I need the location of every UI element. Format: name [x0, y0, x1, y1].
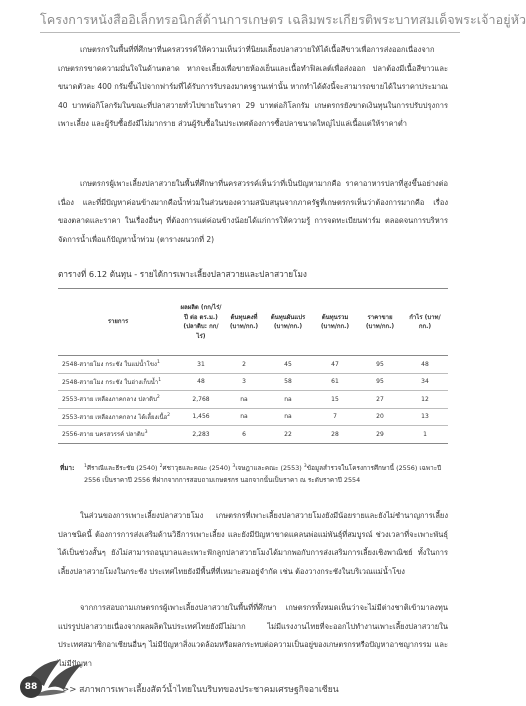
row-citation: 2 — [167, 412, 171, 418]
cell-variable-cost: 58 — [264, 373, 312, 391]
row-item — [58, 426, 178, 444]
running-header: โครงการหนังสืออิเล็กทรอนิกส์ด้านการเกษตร เฉลิมพระเกียรติพระบาทสมเด็จพระเจ้าอยู่หัว — [40, 12, 526, 27]
cell-profit: 13 — [402, 408, 448, 426]
header-sale-price: ราคาขาย (บาท/กก.) — [358, 289, 402, 356]
cell-total-cost: 15 — [312, 391, 358, 409]
cell-variable-cost: na — [264, 408, 312, 426]
cell-fixed-cost: na — [224, 408, 264, 426]
body-paragraph-2: เกษตรกรผู้เพาะเลี้ยงปลาสวายในพื้นที่ศึกษาที่นครสวรรค์เห็นว่าที่เป็นปัญหามากคือ ราคาอาหารปลาที่สูงขึ้นอย่างต่อเนื่อง และที่มีปัญหาค่อนข้างมากคือน้ำท่วมในส่วนของความสนับสนุนจากภาครัฐที่เกษตรกรเห็นว่าต้องการมากคือ เรื่องของตลาดและราคา ในเรื่องอื่นๆ ที่ต้องการแต่ค่อนข้างน้อยได้แก่การให้ความรู้ การจดทะเบียนฟาร์ม ตลอดจนการบริหารจัดการน้ำเพื่อแก้ปัญหาน้ำท่วม (ตารางผนวกที่ 2) — [58, 179, 448, 244]
row-item — [58, 356, 178, 374]
cell-fixed-cost: 6 — [224, 426, 264, 444]
cell-yield: 31 — [178, 356, 224, 374]
row-citation: 1 — [156, 360, 160, 366]
row-item-text: 2556-สวาย นครสวรรค์ ปลาดิบ — [62, 431, 145, 439]
table-row — [58, 391, 448, 409]
source-text: ข้อมูลสำรวจในโครงการศึกษานี้ (2556) เฉพาะปี 2556 เป็นราคาปี 2556 ที่ฝากจากการสอบถามเกษตรกร นอกจากนั้นเป็นราคา ณ ระดับราคาปี 2554 — [84, 464, 442, 484]
cell-variable-cost: na — [264, 391, 312, 409]
header-fixed-cost: ต้นทุนคงที่ (บาท/กก.) — [224, 289, 264, 356]
header-profit: กำไร (บาท/กก.) — [402, 289, 448, 356]
cell-yield: 48 — [178, 373, 224, 391]
header-variable-cost: ต้นทุนผันแปร (บาท/กก.) — [264, 289, 312, 356]
cell-total-cost: 7 — [312, 408, 358, 426]
cell-yield: 2,768 — [178, 391, 224, 409]
cell-profit: 12 — [402, 391, 448, 409]
cell-total-cost: 61 — [312, 373, 358, 391]
row-item-text: 2548-สวายโมง กระชัง ในแม่น้ำโขง — [62, 361, 157, 369]
cell-sale-price: 95 — [358, 356, 402, 374]
row-item-text: 2548-สวายโมง กระชัง ในอ่างเก็บน้ำ — [62, 378, 159, 386]
header-rule — [40, 32, 460, 33]
table-row — [58, 356, 448, 374]
cell-fixed-cost: na — [224, 391, 264, 409]
source-label: ที่มา: — [60, 464, 75, 472]
source-body — [84, 463, 448, 486]
row-citation: 1 — [158, 377, 162, 383]
header-total-cost: ต้นทุนรวม (บาท/กก.) — [312, 289, 358, 356]
cell-sale-price: 95 — [358, 373, 402, 391]
body-paragraph-3: ในส่วนของการเพาะเลี้ยงปลาสวายโมง เกษตรกรที่เพาะเลี้ยงปลาสวายโมงยังมีน้อยรายและยังไม่ชำนาญการเลี้ยงปลาชนิดนี้ ต้องการการส่งเสริมด้านวิธีการเพาะเลี้ยง และยังมีปัญหาขาดแคลนพ่อแม่พันธุ์ที่สมบูรณ์ ช่วงเวลาที่จะเพาะพันธุ์ได้เป็นช่วงสั้นๆ ยังไม่สามารถอนุบาลและเพาะฟักลูกปลาสวายโมงได้มากพอกับการส่งเสริมการเลี้ยงเชิงพาณิชย์ ทั้งในการเลี้ยงปลาสวายโมงในกระชัง ประเทศไทยยังมีพื้นที่ที่เหมาะสมอยู่จำกัด เช่น ต้องวางกระชังในบริเวณแม่น้ำโขง — [58, 511, 448, 576]
source-citation: 1 — [84, 463, 87, 469]
body-paragraph-4: จากการสอบถามเกษตรกรผู้เพาะเลี้ยงปลาสวายในพื้นที่ที่ศึกษา เกษตรกรทั้งหมดเห็นว่าจะไม่มีต่างชาติเข้ามาลงทุนแปรรูปปลาสวายเนื่องจากผลผลิตในประเทศไทยยังมีไม่มาก ไม่มีแรงงานไทยที่จะออกไปทำงานเพาะเลี้ยงปลาสวายในประเทศสมาชิกอาเซียนอื่นๆ ไม่มีปัญหาสิ่งแวดล้อมหรือผลกระทบต่อความเป็นอยู่ของเกษตรกรหรือปัญหาอาชญากรรม และไม่มีปัญหา — [58, 603, 448, 668]
source-citation: 3 — [232, 463, 236, 469]
cell-profit: 34 — [402, 373, 448, 391]
table-row — [58, 408, 448, 426]
cell-profit: 1 — [402, 426, 448, 444]
source-text: ศีราณีและธีระชัย (2540) — [86, 464, 160, 472]
cell-variable-cost: 45 — [264, 356, 312, 374]
source-text: เจษฎาและคณะ (2553) — [235, 464, 304, 472]
row-citation: 3 — [144, 430, 148, 436]
cost-revenue-table — [58, 288, 448, 444]
header-yield: ผลผลิต (กก/ไร่/ปี ต่อ ตร.ม.) (ปลาดิบ: กก/ไร่) — [178, 289, 224, 356]
cell-variable-cost: 22 — [264, 426, 312, 444]
row-item — [58, 373, 178, 391]
cell-sale-price: 29 — [358, 426, 402, 444]
cell-sale-price: 27 — [358, 391, 402, 409]
cell-total-cost: 47 — [312, 356, 358, 374]
table-caption: ตารางที่ 6.12 ต้นทุน - รายได้การเพาะเลี้ยงปลาสวายและปลาสวายโมง — [58, 269, 307, 279]
source-text: ศชาวุธและคณะ (2540) — [162, 464, 233, 472]
table-header-row — [58, 289, 448, 356]
header-item: รายการ — [58, 289, 178, 356]
cell-sale-price: 20 — [358, 408, 402, 426]
row-item — [58, 408, 178, 426]
page-number-badge: 88 — [20, 676, 42, 698]
cell-yield: 1,456 — [178, 408, 224, 426]
row-item-text: 2553-สวาย เหลืองภาคกลาง ปลาดิบ — [62, 396, 157, 404]
cell-total-cost: 28 — [312, 426, 358, 444]
source-citation: 3 — [303, 463, 307, 469]
table-source-note — [58, 463, 448, 486]
cell-profit: 48 — [402, 356, 448, 374]
row-citation: 2 — [156, 395, 160, 401]
row-item-text: 2553-สวาย เหลืองภาคกลาง ได้เลี้ยงเนื้อ — [62, 413, 168, 421]
table-row — [58, 373, 448, 391]
source-citation: 2 — [159, 463, 163, 469]
table-row — [58, 426, 448, 444]
cell-fixed-cost: 3 — [224, 373, 264, 391]
body-paragraph-1: เกษตรกรในพื้นที่ที่ศึกษาที่นครสวรรค์ให้ความเห็นว่าที่นิยมเลี้ยงปลาสวายให้ได้เนื้อสีขาวเพื่อการส่งออกเนื่องจากเกษตรกรขาดความมั่นใจในด้านตลาด หากจะเลี้ยงเพื่อขายห้องเย็นและเนื้อทำฟิลเลต์เพื่อส่งออก ปลาต้องมีเนื้อสีขาวและขนาดตัวละ 400 กรัมขึ้นไปจากฟาร์มที่ได้รับการรับรองมาตรฐานเท่านั้น หากทำได้ดังนี้จะสามารถขายได้ในราคาประมาณ 40 บาทต่อกิโลกรัมในขณะที่ปลาสวายทั่วไปขายในราคา 29 บาทต่อกิโลกรัม เกษตรกรยังขาดเงินทุนในการปรับปรุงการเพาะเลี้ยง และผู้รับซื้อยังมีไม่มากราย ส่วนผู้รับซื้อในประเทศต้องการซื้อปลาขนาดใหญ่ไปแล่เนื้อแต่ให้ราคาต่ำ — [58, 45, 448, 128]
footer-title: >> สภาพการเพาะเลี้ยงสัตว์น้ำไทยในบริบทของประชาคมเศรษฐกิจอาเซียน — [62, 685, 339, 695]
cell-fixed-cost: 2 — [224, 356, 264, 374]
cell-yield: 2,283 — [178, 426, 224, 444]
row-item — [58, 391, 178, 409]
